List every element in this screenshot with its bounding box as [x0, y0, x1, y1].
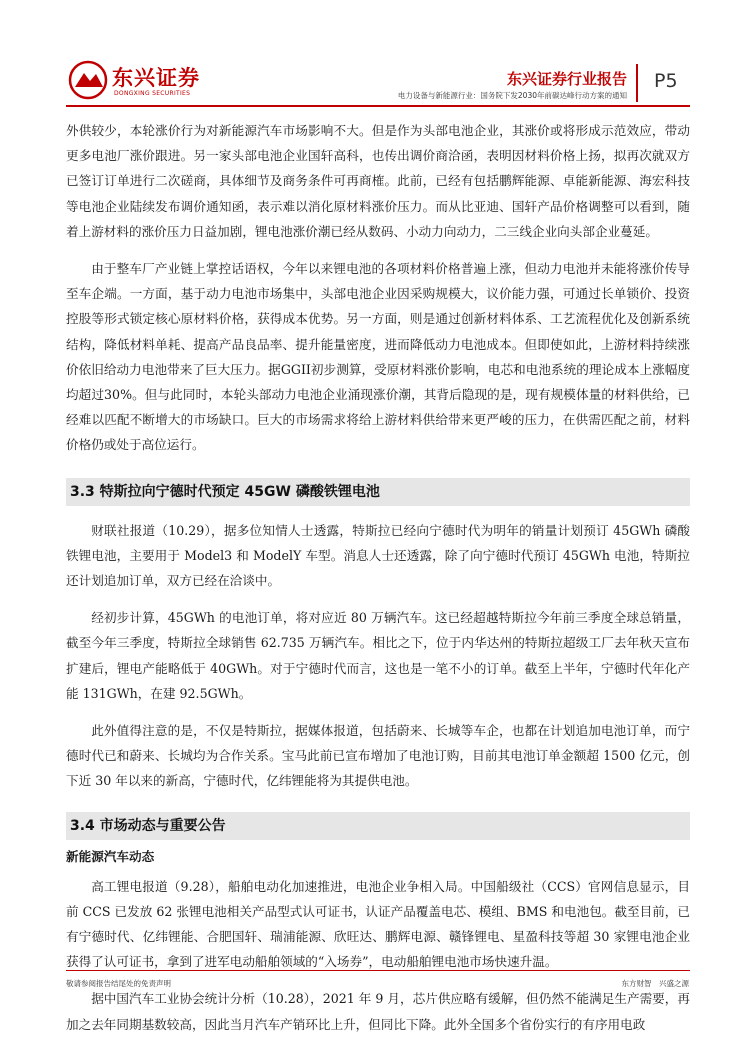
page-number-divider	[636, 64, 638, 102]
paragraph-1: 外供较少，本轮涨价行为对新能源汽车市场影响不大。但是作为头部电池企业，其涨价或将形成示范效应，带动更多电池厂涨价跟进。另一家头部电池企业国轩高科，也传出调价商洽函，表明因材料价格上扬，拟再次就双方已签订订单进行二次磋商，具体细节及商务条件可再商榷。此前，已经有包括鹏辉能源、卓能新能源、海宏科技等电池企业陆续发布调价通知函，表示难以消化原材料涨价压力。而从比亚迪、国轩产品价格调整可以看到，随着上游材料的涨价压力日益加剧，锂电池涨价潮已经从数码、小动力向动力，二三线企业向头部企业蔓延。	[66, 123, 690, 239]
logo-text-cn: 东兴证券	[112, 66, 200, 90]
paragraph-7: 据中国汽车工业协会统计分析（10.28），2021 年 9 月，芯片供应略有缓解，但仍然不能满足生产需要，再加之去年同期基数较高，因此当月汽车产销环比上升，但同比下降。此外全国多个省份实行的有序用电政	[66, 991, 690, 1032]
page-number: P5	[654, 70, 678, 92]
paragraph-3: 财联社报道（10.29），据多位知情人士透露，特斯拉已经向宁德时代为明年的销量计划预订 45GWh 磷酸铁锂电池，主要用于 Model3 和 ModelY 车型。消息人士还透露，除了向宁德时代预订 45GWh 电池，特斯拉还计划追加订单，双方已经在洽谈中。	[66, 522, 690, 589]
paragraph-4: 经初步计算，45GWh 的电池订单，将对应近 80 万辆汽车。这已经超越特斯拉今年前三季度全球总销量，截至今年三季度，特斯拉全球销售 62.735 万辆汽车。相比之下，位于内华达州的特斯拉超级工厂去年秋天宣布扩建后，锂电产能略低于 40GWh。对于宁德时代而言，这也是一笔不小的订单。截至上半年，宁德时代年化产能 131GWh，在建 92.5GWh。	[66, 610, 690, 701]
logo-text-en: DONGXING SECURITIES	[114, 90, 191, 97]
page-header	[0, 0, 755, 112]
paragraph-2: 由于整车厂产业链上掌控话语权，今年以来锂电池的各项材料价格普遍上涨，但动力电池并未能将涨价传导至车企端。一方面，基于动力电池市场集中，头部电池企业因采购规模大，议价能力强，可通过长单锁价、投资控股等形式锁定核心原材料价格，获得成本优势。另一方面，则是通过创新材料体系、工艺流程优化及创新系统结构，降低材料单耗、提高产品良品率、提升能量密度，进而降低动力电池成本。但即使如此，上游材料持续涨价依旧给动力电池带来了巨大压力。据GGII初步测算，受原材料涨价影响，电芯和电池系统的理论成本上涨幅度均超过30%。但与此同时，本轮头部动力电池企业涌现涨价潮，其背后隐现的是，现有规模体量的材料供给，已经难以匹配不断增大的市场缺口。巨大的市场需求将给上游材料供给带来更严峻的压力，在供需匹配之前，材料价格仍或处于高位运行。	[66, 261, 690, 453]
footer-disclaimer: 敬请参阅报告结尾处的免责声明	[66, 979, 171, 988]
logo-mark-icon	[68, 60, 112, 100]
paragraph-6: 高工锂电报道（9.28），船舶电动化加速推进，电池企业争相入局。中国船级社（CCS）官网信息显示，目前 CCS 已发放 62 张锂电池相关产品型式认可证书，认证产品覆盖电芯、模组、BMS 和电池包。截至目前，已有宁德时代、亿纬锂能、合肥国轩、瑞浦能源、欣旺达、鹏辉电源、赣锋锂电、星盈科技等超 30 家锂电池企业获得了认可证书，拿到了进军电动船舶领域的“入场券”，电动船舶锂电池市场快速升温。	[66, 878, 690, 970]
section-heading-3-3: 3.3 特斯拉向宁德时代预定 45GW 磷酸铁锂电池	[66, 478, 690, 506]
report-subtitle: 电力设备与新能源行业：国务院下发2030年前碳达峰行动方案的通知	[397, 91, 627, 100]
report-title: 东兴证券行业报告	[506, 70, 627, 88]
section-heading-3-4: 3.4 市场动态与重要公告	[66, 812, 690, 840]
footer-divider	[66, 970, 690, 971]
company-logo	[68, 60, 200, 106]
paragraph-5: 此外值得注意的是，不仅是特斯拉，据媒体报道，包括蔚来、长城等车企，也都在计划追加电池订单，而宁德时代已和蔚来、长城均为合作关系。宝马此前已宣布增加了电池订购，目前其电池订单金额超 1500 亿元，创下近 30 年以来的新高，宁德时代，亿纬锂能将为其提供电池。	[66, 723, 690, 789]
header-divider	[66, 105, 690, 107]
page-body	[66, 118, 690, 1037]
footer-slogan: 东方财智 兴盛之源	[621, 979, 689, 988]
subsection-heading: 新能源汽车动态	[66, 848, 155, 864]
